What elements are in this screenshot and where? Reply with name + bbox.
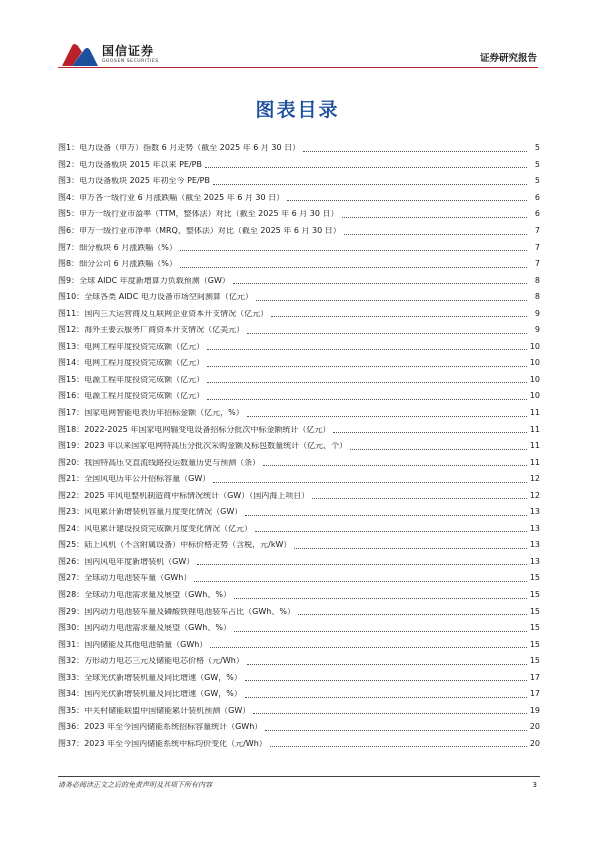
toc-entry[interactable] (58, 636, 540, 653)
toc-dot-leader (205, 167, 527, 168)
toc-figure-number: 图35： (58, 705, 85, 715)
toc-figure-number: 图30： (58, 623, 85, 633)
toc-figure-title: 电力设备（申万）指数 6 月走势（截至 2025 年 6 月 30 日） (79, 144, 301, 153)
toc-entry[interactable] (58, 173, 540, 190)
toc-figure-title: 细分板块 6 月涨跌幅（%） (79, 243, 177, 252)
toc-figure-title: 全球动力电池装车量（GWh） (84, 574, 192, 583)
toc-figure-title: 全球光伏新增装机量及同比增速（GW，%） (84, 673, 242, 682)
toc-entry[interactable] (58, 256, 540, 273)
toc-entry[interactable] (58, 570, 540, 587)
toc-entry[interactable] (58, 438, 540, 455)
toc-figure-title: 风电累计新增装机容量月度变化情况（GW） (84, 508, 243, 517)
toc-entry[interactable] (58, 355, 540, 372)
toc-page-number: 11 (529, 441, 540, 451)
toc-entry[interactable] (58, 272, 540, 289)
toc-entry[interactable] (58, 454, 540, 471)
toc-figure-title: 海外主要云服务厂商资本开支情况（亿美元） (84, 326, 245, 335)
toc-figure-number: 图7： (58, 242, 80, 252)
toc-entry[interactable] (58, 736, 540, 753)
toc-page-number: 5 (534, 159, 540, 169)
header-divider (58, 67, 538, 68)
toc-dot-leader (298, 614, 527, 615)
toc-dot-leader (207, 349, 527, 350)
toc-page-number: 11 (529, 457, 540, 467)
toc-dot-leader (245, 680, 527, 681)
toc-figure-title: 2023 年以来国家电网特高压分批次采购金额及标包数量统计（亿元、个） (84, 442, 348, 451)
toc-dot-leader (303, 151, 527, 152)
toc-figure-title: 全国风电历年公开招标容量（GW） (84, 475, 211, 484)
toc-dot-leader (256, 300, 527, 301)
toc-dot-leader (180, 250, 527, 251)
toc-dot-leader (253, 713, 527, 714)
toc-dot-leader (312, 498, 527, 499)
toc-dot-leader (263, 465, 527, 466)
toc-entry[interactable] (58, 305, 540, 322)
toc-figure-number: 图19： (58, 441, 85, 451)
toc-figure-title: 申万一级行业市净率（MRQ，整体法）对比（截至 2025 年 6 月 30 日） (79, 227, 341, 235)
toc-page-number: 17 (529, 689, 540, 699)
toc-dot-leader (210, 647, 526, 648)
toc-figure-title: 电力设备板块 2015 年以来 PE/PB (79, 160, 202, 169)
toc-dot-leader (247, 664, 527, 665)
toc-dot-leader (207, 399, 527, 400)
toc-figure-number: 图13： (58, 341, 85, 351)
toc-entry[interactable] (58, 670, 540, 687)
toc-page-number: 15 (529, 573, 540, 583)
toc-figure-number: 图28： (58, 590, 85, 600)
toc-page-number: 10 (529, 358, 540, 368)
toc-figure-title: 电源工程年度投资完成额（亿元） (84, 375, 205, 384)
toc-figure-number: 图29： (58, 606, 85, 616)
logo-en-text: GUOSEN SECURITIES (102, 59, 159, 64)
toc-page-number: 6 (534, 192, 540, 202)
toc-figure-title: 电力设备板块 2025 年初至今 PE/PB (79, 177, 210, 186)
toc-figure-title: 全球 AIDC 年度新增算力负载预测（GW） (79, 276, 230, 285)
toc-figure-number: 图9： (58, 275, 80, 285)
footer-divider (58, 776, 540, 777)
logo-cn-text: 国信证券 (102, 44, 155, 58)
toc-figure-number: 图36： (58, 722, 85, 732)
toc-page-number: 5 (534, 143, 540, 153)
toc-figure-number: 图24： (58, 523, 85, 533)
toc-figure-number: 图27： (58, 573, 85, 583)
toc-dot-leader (197, 564, 527, 565)
toc-figure-title: 2023 年至今国内储能系统招标容量统计（GWh） (84, 723, 263, 732)
toc-page-number: 11 (529, 424, 540, 434)
toc-figure-number: 图17： (58, 408, 85, 418)
toc-dot-leader (234, 598, 527, 599)
toc-figure-number: 图33： (58, 672, 85, 682)
toc-figure-title: 电网工程年度投资完成额（亿元） (84, 342, 205, 351)
toc-figure-number: 图34： (58, 689, 85, 699)
toc-figure-number: 图5： (58, 209, 80, 219)
toc-page-number: 7 (534, 226, 540, 235)
toc-figure-number: 图11： (58, 308, 85, 318)
toc-entry[interactable] (58, 206, 540, 223)
toc-dot-leader (287, 200, 527, 201)
toc-dot-leader (342, 217, 527, 218)
toc-dot-leader (213, 184, 527, 185)
toc-figure-title: 中关村储能联盟中国储能累计装机预测（GW） (84, 706, 251, 715)
toc-page-number: 9 (534, 308, 540, 318)
toc-dot-leader (233, 283, 527, 284)
toc-figure-number: 图32： (58, 656, 85, 666)
footer-disclaimer: 请务必阅读正文之后的免责声明及其项下所有内容 (58, 781, 212, 789)
toc-page-number: 10 (529, 374, 540, 384)
toc-dot-leader (333, 432, 526, 433)
toc-page-number: 13 (529, 507, 540, 517)
toc-figure-title: 国内储能及其他电池销量（GWh） (84, 640, 208, 649)
toc-figure-number: 图20： (58, 457, 85, 467)
page-header (0, 0, 595, 72)
toc-figure-title: 2023 年至今国内储能系统中标均价变化（元/Wh） (84, 739, 267, 748)
page-title: 图表目录 (255, 99, 340, 121)
table-of-figures (58, 140, 540, 752)
toc-page-number: 5 (534, 176, 540, 186)
toc-figure-title: 方形动力电芯三元及储能电芯价格（元/Wh） (84, 657, 244, 666)
toc-figure-number: 图6： (58, 226, 80, 235)
toc-page-number: 13 (529, 523, 540, 533)
guosen-logo-icon (58, 40, 100, 70)
toc-figure-title: 国内光伏新增装机量及同比增速（GW，%） (84, 690, 242, 699)
toc-page-number: 20 (529, 738, 540, 748)
toc-page-number: 8 (534, 292, 540, 302)
toc-figure-number: 图21： (58, 474, 85, 484)
toc-figure-title: 陆上风机（不含附属设备）中标价格走势（含税，元/kW） (84, 541, 292, 550)
toc-entry[interactable] (58, 719, 540, 736)
toc-figure-title: 全球各类 AIDC 电力设备市场空间测算（亿元） (84, 293, 253, 302)
toc-dot-leader (255, 531, 527, 532)
report-type-label: 证券研究报告 (479, 53, 537, 64)
toc-figure-title: 国内动力电池装车量及磷酸铁锂电池装车占比（GWh、%） (84, 607, 295, 616)
toc-entry[interactable] (58, 504, 540, 521)
toc-dot-leader (247, 333, 527, 334)
toc-figure-title: 申万各一级行业 6 月涨跌幅（截至 2025 年 6 月 30 日） (79, 193, 285, 202)
toc-dot-leader (234, 631, 527, 632)
toc-figure-number: 图15： (58, 374, 85, 384)
toc-entry[interactable] (58, 421, 540, 438)
toc-figure-title: 电网工程月度投资完成额（亿元） (84, 359, 205, 368)
toc-figure-title: 风电累计建设投资完成额月度变化情况（亿元） (84, 524, 253, 533)
toc-page-number: 19 (529, 705, 540, 715)
toc-page-number: 9 (534, 325, 540, 335)
toc-figure-title: 国内风电年度新增装机（GW） (84, 557, 195, 566)
toc-dot-leader (245, 697, 527, 698)
toc-entry[interactable] (58, 372, 540, 389)
toc-figure-number: 图31： (58, 639, 85, 649)
toc-figure-number: 图14： (58, 358, 85, 368)
toc-figure-number: 图23： (58, 507, 85, 517)
toc-entry[interactable] (58, 653, 540, 670)
toc-dot-leader (245, 515, 527, 516)
toc-figure-number: 图16： (58, 391, 85, 401)
toc-figure-number: 图25： (58, 540, 85, 550)
toc-page-number: 15 (529, 623, 540, 633)
toc-entry[interactable] (58, 471, 540, 488)
toc-entry[interactable] (58, 703, 540, 720)
toc-dot-leader (265, 730, 527, 731)
toc-page-number: 10 (529, 341, 540, 351)
toc-figure-number: 图2： (58, 159, 80, 169)
toc-page-number: 10 (529, 391, 540, 401)
toc-entry[interactable] (58, 239, 540, 256)
toc-figure-title: 我国特高压交直流线路投运数量历史与预测（条） (84, 458, 261, 467)
toc-entry[interactable] (58, 157, 540, 174)
toc-figure-number: 图37： (58, 738, 85, 748)
toc-figure-title: 细分公司 6 月涨跌幅（%） (79, 260, 177, 269)
toc-figure-number: 图10： (58, 292, 85, 302)
toc-entry[interactable] (58, 587, 540, 604)
toc-page-number: 11 (529, 408, 540, 418)
toc-dot-leader (207, 366, 527, 367)
toc-figure-number: 图3： (58, 176, 80, 186)
toc-dot-leader (194, 581, 526, 582)
toc-entry[interactable] (58, 521, 540, 538)
toc-entry[interactable] (58, 140, 540, 157)
toc-dot-leader (247, 416, 527, 417)
toc-figure-title: 2025 年风电整机制造商中标情况统计（GW）（国内海上项目） (84, 491, 310, 500)
toc-entry[interactable] (58, 289, 540, 306)
page-number: 3 (532, 781, 537, 789)
toc-figure-number: 图12： (58, 325, 85, 335)
toc-figure-title: 2022-2025 年国家电网输变电设备招标分批次中标金额统计（亿元） (84, 425, 331, 434)
toc-entry[interactable] (58, 223, 540, 240)
toc-dot-leader (213, 482, 527, 483)
toc-page-number: 7 (534, 242, 540, 252)
toc-figure-title: 国家电网智能电表历年招标金额（亿元，%） (84, 409, 244, 418)
toc-figure-number: 图18： (58, 424, 85, 434)
toc-entry[interactable] (58, 339, 540, 356)
toc-page-number: 15 (529, 656, 540, 666)
toc-entry[interactable] (58, 322, 540, 339)
toc-page-number: 6 (534, 209, 540, 219)
toc-page-number: 7 (534, 259, 540, 269)
toc-page-number: 8 (534, 275, 540, 285)
toc-page-number: 15 (529, 590, 540, 600)
toc-figure-title: 电源工程月度投资完成额（亿元） (84, 392, 205, 401)
toc-figure-number: 图8： (58, 259, 80, 269)
toc-entry[interactable] (58, 537, 540, 554)
toc-entry[interactable] (58, 686, 540, 703)
toc-entry[interactable] (58, 190, 540, 207)
toc-entry[interactable] (58, 388, 540, 405)
toc-figure-title: 全球动力电池需求量及展望（GWh、%） (84, 591, 231, 600)
toc-page-number: 20 (529, 722, 540, 732)
toc-page-number: 15 (529, 639, 540, 649)
toc-dot-leader (270, 746, 527, 747)
toc-entry[interactable] (58, 603, 540, 620)
toc-dot-leader (271, 316, 527, 317)
toc-figure-number: 图4： (58, 192, 80, 202)
toc-dot-leader (180, 267, 527, 268)
toc-page-number: 12 (529, 474, 540, 484)
toc-page-number: 13 (529, 556, 540, 566)
toc-entry[interactable] (58, 620, 540, 637)
toc-dot-leader (344, 234, 527, 235)
toc-dot-leader (294, 548, 526, 549)
toc-dot-leader (350, 449, 527, 450)
toc-page-number: 13 (529, 540, 540, 550)
toc-figure-number: 图1： (58, 143, 80, 153)
toc-page-number: 17 (529, 672, 540, 682)
toc-entry[interactable] (58, 554, 540, 571)
toc-figure-title: 国内三大运营商及互联网企业资本开支情况（亿元） (84, 309, 269, 318)
toc-page-number: 12 (529, 490, 540, 500)
toc-figure-title: 国内动力电池需求量及展望（GWh、%） (84, 624, 231, 633)
toc-dot-leader (207, 382, 527, 383)
toc-page-number: 15 (529, 606, 540, 616)
toc-figure-number: 图26： (58, 556, 85, 566)
toc-entry[interactable] (58, 405, 540, 422)
toc-entry[interactable] (58, 487, 540, 504)
toc-figure-title: 申万一级行业市盈率（TTM，整体法）对比（截至 2025 年 6 月 30 日） (79, 210, 339, 219)
toc-figure-number: 图22： (58, 490, 85, 500)
